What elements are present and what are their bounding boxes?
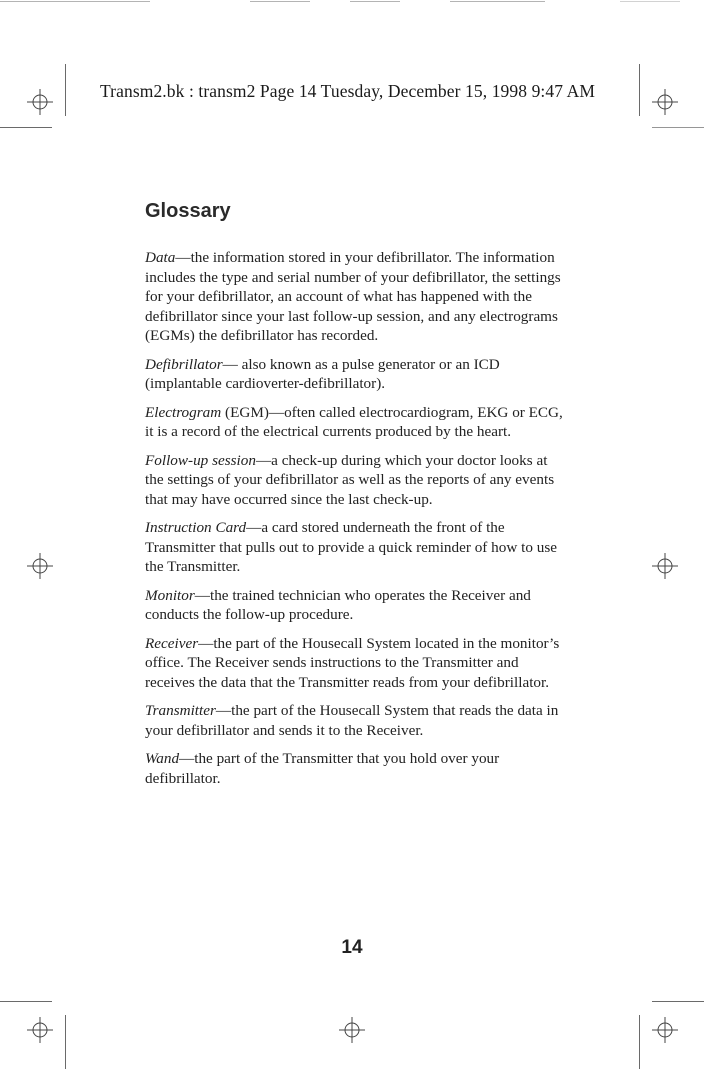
registration-mark-icon — [652, 553, 678, 579]
glossary-separator: — — [198, 634, 214, 652]
glossary-entry — [145, 403, 565, 442]
glossary-separator: — — [255, 451, 272, 469]
glossary-separator: — — [194, 586, 210, 604]
crop-line-top-right — [620, 1, 680, 2]
page-number: 14 — [341, 937, 363, 958]
registration-mark-icon — [652, 1017, 678, 1043]
glossary-definition: the trained technician who operates the Receiver and conducts the follow-up procedure. — [145, 586, 531, 623]
crop-line-top-center — [350, 1, 400, 2]
glossary-definition: often called electrocardiogram, EKG or ECG, it is a record of the electrical currents produced by the heart. — [145, 403, 563, 440]
glossary-entry — [145, 518, 565, 577]
glossary-entry — [145, 634, 565, 693]
trim-line-top-right — [639, 64, 640, 116]
glossary-term: Monitor — [145, 586, 195, 604]
registration-mark-icon — [339, 1017, 365, 1043]
glossary-definition: the part of the Housecall System located in the monitor’s office. The Receiver sends instructions to the Transmitter and receives the data that the Transmitter reads from your defibrillator. — [145, 634, 560, 691]
glossary-list — [145, 248, 565, 797]
crop-line-top-left — [0, 1, 150, 2]
trim-line-right-upper — [652, 127, 704, 128]
glossary-definition: also known as a pulse generator or an ICD (implantable cardioverter-defibrillator). — [145, 355, 500, 392]
glossary-definition: a check-up during which your doctor looks at the settings of your defibrillator as well as the reports of any events that may have occurred since the last check-up. — [145, 451, 555, 508]
crop-line-top-center-right — [450, 1, 545, 2]
registration-mark-icon — [652, 89, 678, 115]
trim-line-left-upper — [0, 127, 52, 128]
glossary-entry — [145, 586, 565, 625]
glossary-separator: — — [215, 702, 232, 719]
glossary-separator: — — [222, 355, 242, 373]
glossary-definition: a card stored underneath the front of the Transmitter that pulls out to provide a quick reminder of how to use the Transmitter. — [145, 519, 557, 575]
trim-line-right-lower — [652, 1001, 704, 1002]
glossary-entry — [145, 701, 565, 740]
glossary-term: Transmitter — [145, 702, 216, 719]
trim-line-bottom-right — [639, 1015, 640, 1069]
glossary-definition: the information stored in your defibrillator. The information includes the type and serial number of your defibrillator, the settings for your defibrillator, an account of what has happened with the defibrillator since your last follow-up session, and any electrograms (EGMs) the defibrillator has recorded. — [145, 249, 561, 344]
glossary-term: Wand — [145, 750, 180, 767]
crop-line-top-center-left — [250, 1, 310, 2]
registration-mark-icon — [27, 1017, 53, 1043]
glossary-separator: — — [179, 750, 195, 767]
glossary-separator: — — [246, 519, 262, 536]
glossary-entry — [145, 248, 565, 346]
glossary-entry — [145, 749, 565, 788]
glossary-separator: — — [175, 249, 191, 266]
glossary-entry — [145, 355, 565, 394]
glossary-term: Data — [145, 249, 176, 266]
glossary-definition: the part of the Transmitter that you hold over your defibrillator. — [145, 750, 500, 787]
glossary-entry — [145, 451, 565, 510]
glossary-term: Receiver — [145, 634, 199, 652]
glossary-term: Instruction Card — [145, 519, 247, 536]
registration-mark-icon — [27, 553, 53, 579]
glossary-definition: the part of the Housecall System that reads the data in your defibrillator and sends it to the Receiver. — [145, 702, 559, 739]
trim-line-top-left — [65, 64, 66, 116]
registration-mark-icon — [27, 89, 53, 115]
glossary-separator: (EGM)— — [221, 403, 285, 421]
print-slug-header: Transm2.bk : transm2 Page 14 Tuesday, December 15, 1998 9:47 AM — [100, 81, 595, 101]
glossary-term: Follow-up session — [145, 451, 256, 469]
glossary-term: Electrogram — [145, 403, 222, 421]
glossary-term: Defibrillator — [145, 355, 223, 373]
trim-line-left-lower — [0, 1001, 52, 1002]
trim-line-bottom-left — [65, 1015, 66, 1069]
page-title: Glossary — [145, 200, 231, 222]
